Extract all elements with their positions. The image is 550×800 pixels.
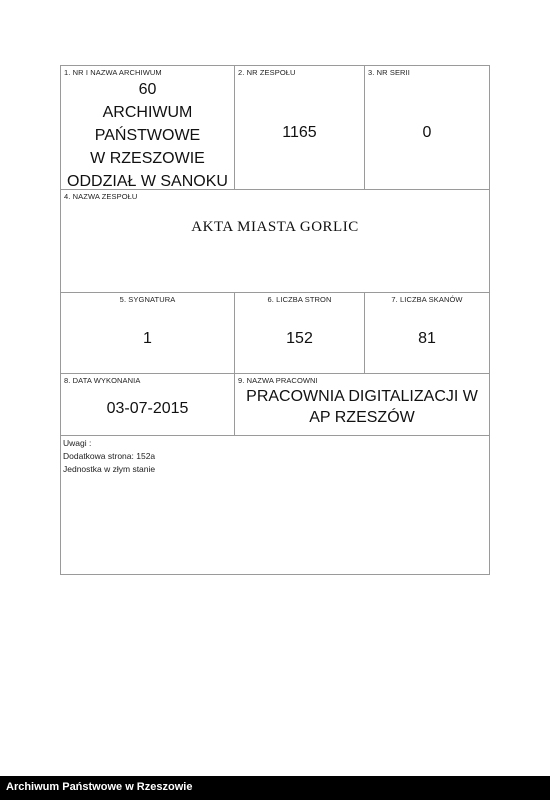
footer-bar (0, 776, 550, 800)
cell-workshop (235, 374, 489, 435)
notes-line: Dodatkowa strona: 152a (63, 451, 156, 461)
signature-value: 1 (143, 330, 152, 347)
notes-label: Uwagi : (63, 438, 92, 448)
scans-label: 7. LICZBA SKANÓW (391, 295, 463, 304)
row-date-workshop (61, 374, 489, 436)
archive-label: 1. NR I NAZWA ARCHIWUM (64, 68, 162, 77)
cell-date (61, 374, 235, 435)
cell-series-no (365, 66, 489, 189)
cell-scans (365, 293, 489, 373)
pages-value: 152 (286, 330, 313, 347)
fonds-name-value: AKTA MIASTA GORLIC (191, 219, 359, 235)
archive-line: ARCHIWUM (102, 104, 193, 121)
cell-pages (235, 293, 365, 373)
cell-signature (61, 293, 235, 373)
date-value: 03-07-2015 (106, 400, 189, 417)
workshop-label: 9. NAZWA PRACOWNI (238, 376, 318, 385)
metadata-card (60, 65, 490, 575)
notes-line: Jednostka w złym stanie (63, 464, 156, 474)
fonds-no-label: 2. NR ZESPOŁU (238, 68, 296, 77)
archive-line: W RZESZOWIE (90, 150, 205, 167)
pages-label: 6. LICZBA STRON (267, 295, 332, 304)
row-notes (61, 436, 489, 576)
fonds-no-value: 1165 (282, 124, 317, 141)
archive-line: ODDZIAŁ W SANOKU (67, 173, 228, 190)
scans-value: 81 (418, 330, 436, 347)
date-label: 8. DATA WYKONANIA (64, 376, 141, 385)
row-counts (61, 293, 489, 374)
workshop-line: AP RZESZÓW (309, 409, 415, 426)
footer-text: Archiwum Państwowe w Rzeszowie (6, 781, 193, 793)
notes (63, 437, 155, 476)
cell-archive (61, 66, 235, 189)
series-no-label: 3. NR SERII (368, 68, 410, 77)
archive-line: 60 (138, 81, 157, 98)
workshop-line: PRACOWNIA DIGITALIZACJI W (246, 388, 478, 405)
workshop-value (235, 386, 489, 428)
fonds-name-label: 4. NAZWA ZESPOŁU (64, 192, 138, 201)
row-archive (61, 66, 489, 190)
signature-label: 5. SYGNATURA (119, 295, 176, 304)
archive-value (61, 78, 234, 193)
series-no-value: 0 (422, 124, 432, 141)
cell-fonds-name (61, 190, 489, 292)
archive-line: PAŃSTWOWE (94, 127, 201, 144)
row-fonds-name (61, 190, 489, 293)
cell-fonds-no (235, 66, 365, 189)
